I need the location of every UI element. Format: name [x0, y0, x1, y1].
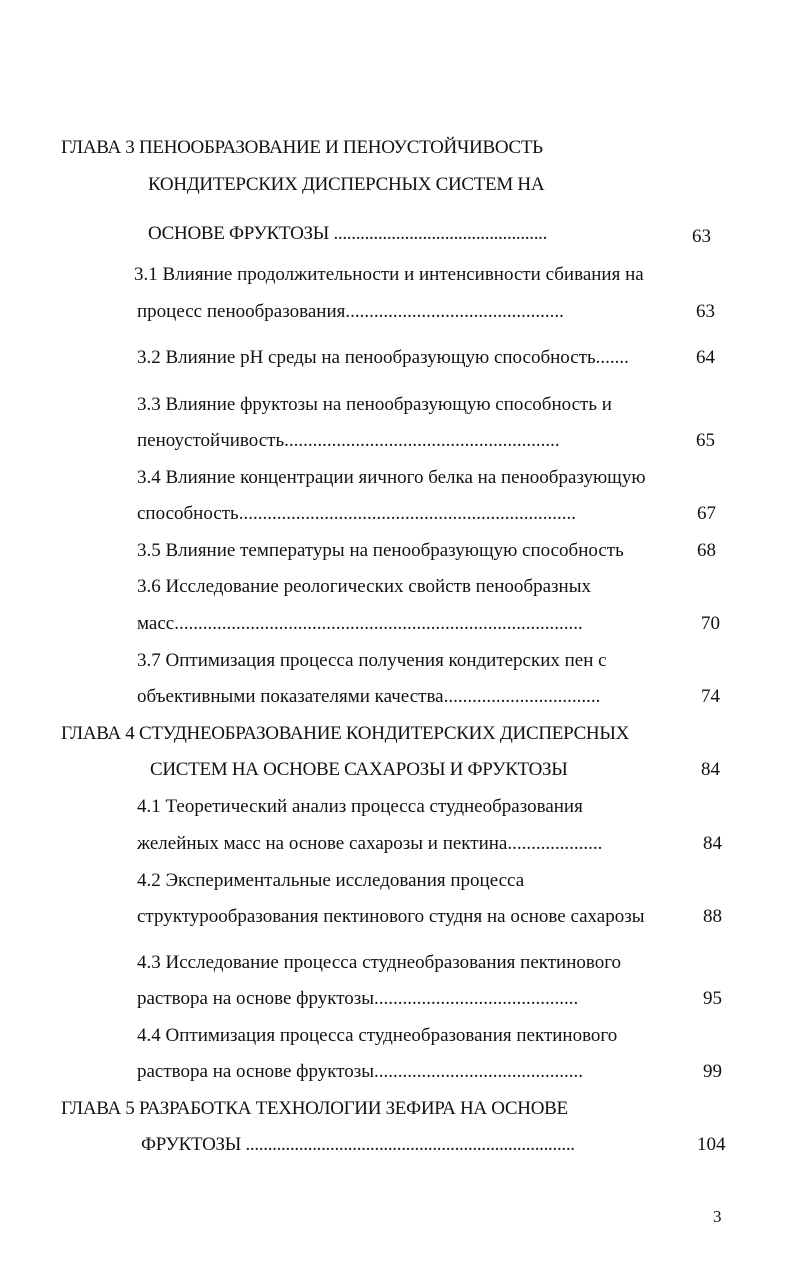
section-3-3-line2: пеноустойчивость..........................................................	[137, 430, 560, 451]
section-4-1-page: 84	[703, 833, 722, 854]
section-3-5-page: 68	[697, 540, 716, 561]
section-3-4-page: 67	[697, 503, 716, 524]
section-3-4-line2: способность.......................................................................	[137, 503, 576, 524]
chapter-4-page: 84	[701, 759, 720, 780]
section-3-6-line1: 3.6 Исследование реологических свойств пенообразных	[137, 576, 591, 597]
section-4-2-line2: структурообразования пектинового студня на основе сахарозы	[137, 906, 645, 927]
section-3-7-line2: объективными показателями качества.................................	[137, 686, 601, 707]
chapter-3-title-line1: ГЛАВА 3 ПЕНООБРАЗОВАНИЕ И ПЕНОУСТОЙЧИВОСТЬ	[61, 137, 543, 158]
section-3-6-line2: масс......................................................................................	[137, 613, 583, 634]
section-4-4-line2: раствора на основе фруктозы............................................	[137, 1061, 584, 1082]
section-4-2-page: 88	[703, 906, 722, 927]
section-3-2-page: 64	[696, 347, 715, 368]
chapter-5-title-line1: ГЛАВА 5 РАЗРАБОТКА ТЕХНОЛОГИИ ЗЕФИРА НА ОСНОВЕ	[61, 1098, 568, 1119]
section-3-4-line1: 3.4 Влияние концентрации яичного белка на пенообразующую	[137, 467, 646, 488]
section-4-4-page: 99	[703, 1061, 722, 1082]
page-number: 3	[713, 1207, 722, 1226]
section-4-1-line2: желейных масс на основе сахарозы и пектина....................	[137, 833, 603, 854]
section-3-5-line1: 3.5 Влияние температуры на пенообразующую способность	[137, 540, 624, 561]
section-4-2-line1: 4.2 Экспериментальные исследования процесса	[137, 870, 525, 891]
chapter-3-page: 63	[692, 226, 711, 247]
section-4-3-line1: 4.3 Исследование процесса студнеобразования пектинового	[137, 952, 622, 973]
chapter-3-title-line2: КОНДИТЕРСКИХ ДИСПЕРСНЫХ СИСТЕМ НА	[148, 174, 545, 195]
section-4-3-line2: раствора на основе фруктозы...........................................	[137, 988, 579, 1009]
section-3-6-page: 70	[701, 613, 720, 634]
section-3-2-line1: 3.2 Влияние pH среды на пенообразующую способность.......	[137, 347, 629, 368]
section-3-7-page: 74	[701, 686, 720, 707]
section-4-1-line1: 4.1 Теоретический анализ процесса студнеобразования	[137, 796, 583, 817]
section-3-1-page: 63	[696, 301, 715, 322]
chapter-4-title-line2: СИСТЕМ НА ОСНОВЕ САХАРОЗЫ И ФРУКТОЗЫ	[150, 759, 568, 780]
section-3-3-page: 65	[696, 430, 715, 451]
section-4-4-line1: 4.4 Оптимизация процесса студнеобразования пектинового	[137, 1025, 618, 1046]
section-4-3-page: 95	[703, 988, 722, 1009]
section-3-1-line2: процесс пенообразования..............................................	[137, 301, 564, 322]
chapter-5-title-line2: ФРУКТОЗЫ ..........................................................................	[141, 1134, 575, 1155]
section-3-7-line1: 3.7 Оптимизация процесса получения кондитерских пен с	[137, 650, 607, 671]
section-3-3-line1: 3.3 Влияние фруктозы на пенообразующую способность и	[137, 394, 612, 415]
section-3-1-line1: 3.1 Влияние продолжительности и интенсивности сбивания на	[134, 264, 644, 285]
chapter-4-title-line1: ГЛАВА 4 СТУДНЕОБРАЗОВАНИЕ КОНДИТЕРСКИХ ДИСПЕРСНЫХ	[61, 723, 630, 744]
chapter-5-page: 104	[697, 1134, 726, 1155]
chapter-3-title-line3: ОСНОВЕ ФРУКТОЗЫ ................................................	[148, 223, 548, 244]
